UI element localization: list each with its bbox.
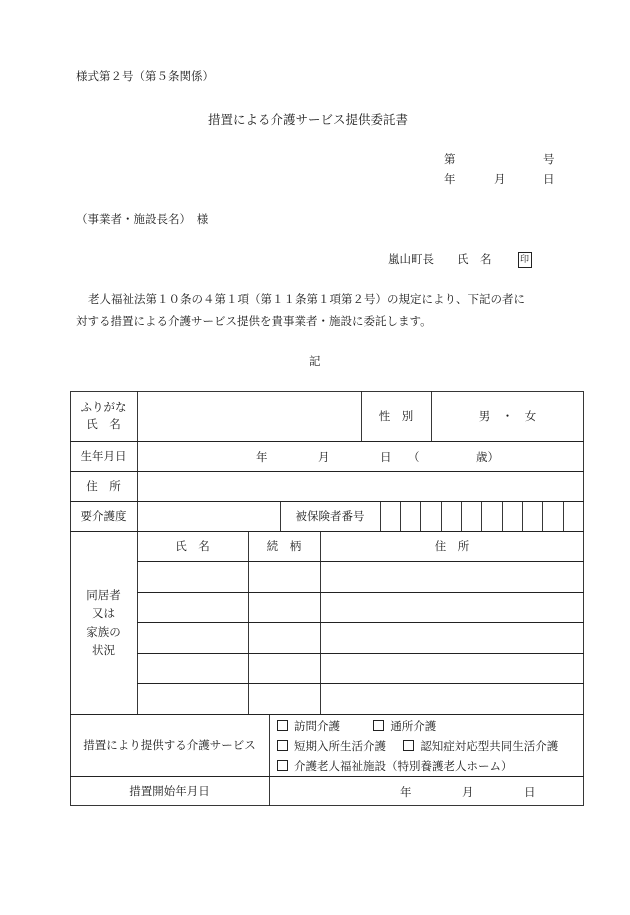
service-day-care: 通所介護: [390, 719, 437, 733]
service-checkbox-nursing-home[interactable]: [277, 760, 288, 771]
document-title: 措置による介護サービス提供委託書: [208, 112, 409, 127]
date-day: 日: [543, 172, 555, 186]
birth-age-close: 歳）: [476, 450, 499, 464]
service-label: 措置により提供する介護サービス: [83, 737, 256, 752]
gender-value[interactable]: 男 ・ 女: [478, 408, 537, 423]
service-home-visit: 訪問介護: [294, 719, 340, 733]
birth-month: 月: [318, 450, 330, 464]
issuer-name: 嵐山町長 氏 名: [388, 252, 492, 266]
service-row-2: [277, 738, 558, 754]
ki-label: 記: [309, 354, 321, 368]
family-col-address: 住 所: [434, 538, 470, 553]
doc-no-suffix: 号: [543, 152, 555, 166]
care-level-label: 要介護度: [80, 508, 127, 523]
start-date-label: 措置開始年月日: [129, 783, 210, 798]
furigana-label: ふりがな: [80, 400, 127, 415]
service-checkbox-day-care[interactable]: [373, 720, 384, 731]
name-field[interactable]: [137, 391, 361, 441]
start-day: 日: [524, 785, 536, 799]
start-month: 月: [462, 785, 474, 799]
care-level-field[interactable]: [137, 501, 280, 531]
service-nursing-home: 介護老人福祉施設（特別養護老人ホーム）: [294, 759, 513, 773]
start-year: 年: [400, 785, 412, 799]
gender-label: 性 別: [378, 408, 414, 423]
address-field[interactable]: [137, 471, 584, 501]
family-col-name: 氏 名: [175, 538, 210, 553]
service-row-3: [277, 758, 513, 774]
service-short-stay: 短期入所生活介護: [294, 739, 386, 753]
service-dementia-group: 認知症対応型共同生活介護: [420, 739, 559, 753]
date-month: 月: [494, 172, 506, 186]
body-line-2: 対する措置による介護サービス提供を貴事業者・施設に委託します。: [76, 314, 432, 328]
birth-age-open: （: [408, 450, 420, 464]
form-number: 様式第２号（第５条関係）: [76, 69, 214, 83]
seal-mark: 印: [518, 252, 532, 268]
service-checkbox-dementia-group[interactable]: [403, 740, 414, 751]
family-col-relation: 続 柄: [266, 538, 302, 553]
date-year: 年: [444, 172, 456, 186]
name-label: 氏 名: [86, 417, 121, 431]
addressee: （事業者・施設長名） 様: [76, 212, 209, 226]
name-label-cell: [70, 391, 137, 441]
service-row-1: [277, 718, 436, 734]
birth-label: 生年月日: [80, 448, 127, 463]
insured-no-label: 被保険者番号: [295, 508, 365, 523]
family-section-label: 同居者 又は 家族の 状況: [86, 587, 121, 657]
birth-day: 日: [380, 450, 392, 464]
body-line-1: 老人福祉法第１０条の４第１項（第１１条第１項第２号）の規定により、下記の者に: [88, 292, 525, 306]
service-checkbox-home-visit[interactable]: [277, 720, 288, 731]
birth-year: 年: [256, 450, 268, 464]
address-label: 住 所: [86, 478, 121, 493]
service-checkbox-short-stay[interactable]: [277, 740, 288, 751]
doc-no-label: 第: [444, 152, 456, 166]
